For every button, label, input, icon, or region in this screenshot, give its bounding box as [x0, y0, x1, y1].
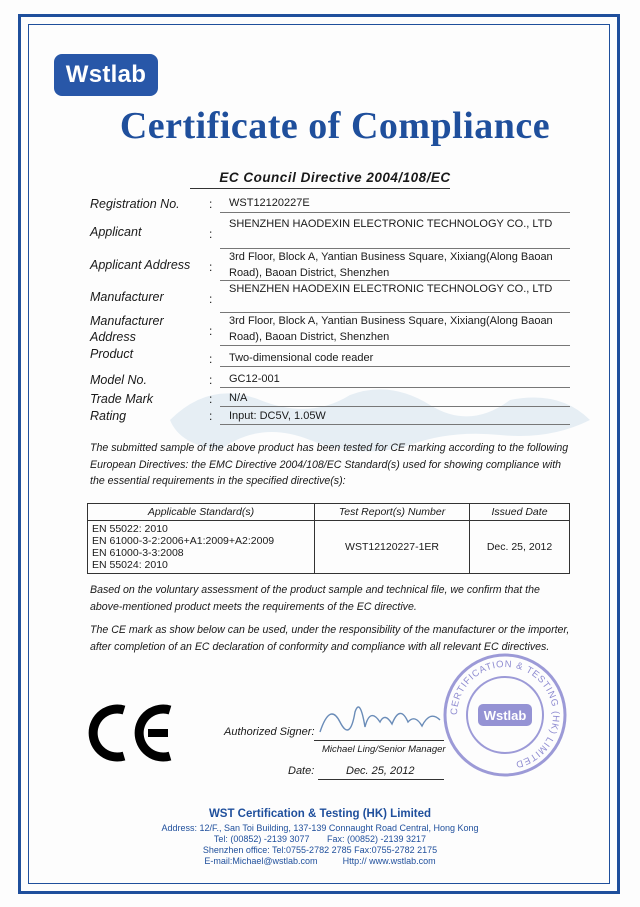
field-underline — [220, 424, 570, 425]
subtitle-underline — [190, 188, 450, 189]
table-header-row — [88, 504, 570, 521]
footer-email[interactable]: E-mail:Michael@wstlab.com — [204, 856, 318, 866]
product-label: Product — [90, 347, 134, 361]
date-line — [318, 779, 444, 780]
footer-tel: Tel: (00852) -2139 3077 — [213, 834, 310, 844]
field-underline — [220, 212, 570, 213]
ce-usage-statement: The CE mark as show below can be used, under the responsibility of the manufacturer or the importer, after completion of an EC declaration of conformity and compliance with all relevant EC directives. — [90, 624, 570, 653]
field-underline — [220, 366, 570, 367]
rating-value: Input: DC5V, 1.05W — [229, 410, 326, 422]
report-number-cell: WST12120227-1ER — [315, 521, 470, 574]
certificate-title: Certificate of Compliance — [119, 105, 551, 147]
applicant-address-value: 3rd Floor, Block A, Yantian Business Square, Xixiang(Along Baoan Road), Baoan District, Shenzhen — [229, 251, 553, 279]
company-seal-stamp — [440, 650, 570, 780]
footer-contact — [60, 856, 580, 867]
colon: : — [209, 392, 213, 406]
footer-address: Address: 12/F., San Toi Building, 137-139 Connaught Road Central, Hong Kong — [161, 823, 479, 833]
issued-date-cell: Dec. 25, 2012 — [470, 521, 570, 574]
colon: : — [209, 260, 213, 274]
manufacturer-address-value: 3rd Floor, Block A, Yantian Business Square, Xixiang(Along Baoan Road), Baoan District, Shenzhen — [229, 315, 553, 343]
footer-fax: Fax: (00852) -2139 3217 — [327, 834, 427, 844]
colon: : — [209, 197, 213, 211]
colon: : — [209, 352, 213, 366]
date-label: Date: — [288, 765, 315, 777]
footer-phone — [60, 834, 580, 845]
applicant-label: Applicant — [90, 225, 142, 239]
field-underline — [220, 406, 570, 407]
manufacturer-address-label: Manufacturer Address — [90, 314, 164, 344]
standard-item: EN 61000-3-2:2006+A1:2009+A2:2009 — [92, 535, 275, 547]
colon: : — [209, 227, 213, 241]
colon: : — [209, 324, 213, 338]
header-standards: Applicable Standard(s) — [88, 504, 315, 521]
model-label: Model No. — [90, 373, 147, 387]
footer-shenzhen: Shenzhen office: Tel:0755-2782 2785 Fax:0755-2782 2175 — [202, 845, 438, 855]
authorized-signer-label: Authorized Signer: — [224, 726, 315, 738]
standard-item: EN 55024: 2010 — [92, 559, 168, 571]
header-issued-date: Issued Date — [470, 504, 570, 521]
svg-text:Wstlab: Wstlab — [483, 708, 527, 723]
tested-statement: The submitted sample of the above product has been tested for CE marking according to the following European Directives: the EMC Directive 2004/108/EC Standard(s) used for showing compliance with the essential requirements in the specified directive(s): — [90, 442, 569, 487]
standard-item: EN 55022: 2010 — [92, 523, 168, 535]
applicant-value: SHENZHEN HAODEXIN ELECTRONIC TECHNOLOGY CO., LTD — [229, 218, 553, 230]
field-underline — [220, 387, 570, 388]
logo-text: Wstlab — [65, 61, 147, 88]
standards-cell — [88, 521, 315, 574]
footer-web[interactable]: Http:// www.wstlab.com — [342, 856, 436, 866]
svg-text:CERTIFICATION & TESTING (HK) L: CERTIFICATION & TESTING (HK) LIMITED — [448, 658, 562, 770]
colon: : — [209, 292, 213, 306]
trade-mark-label: Trade Mark — [90, 392, 153, 406]
manufacturer-value: SHENZHEN HAODEXIN ELECTRONIC TECHNOLOGY CO., LTD — [229, 283, 553, 295]
wstlab-logo — [54, 54, 158, 96]
footer-company: WST Certification & Testing (HK) Limited — [208, 808, 432, 820]
registration-label: Registration No. — [90, 197, 180, 211]
model-value: GC12-001 — [229, 373, 280, 385]
standards-table — [87, 503, 570, 574]
signature-line — [314, 740, 444, 741]
handwritten-signature — [310, 692, 450, 740]
ce-mark-icon — [86, 702, 176, 764]
colon: : — [209, 373, 213, 387]
field-underline — [220, 345, 570, 346]
date-value: Dec. 25, 2012 — [346, 765, 415, 777]
manufacturer-label: Manufacturer — [90, 290, 164, 304]
product-value: Two-dimensional code reader — [229, 352, 374, 364]
directive-subtitle: EC Council Directive 2004/108/EC — [219, 170, 451, 185]
applicant-address-label: Applicant Address — [90, 258, 191, 272]
colon: : — [209, 409, 213, 423]
trade-mark-value: N/A — [229, 392, 248, 404]
header-report-number: Test Report(s) Number — [315, 504, 470, 521]
rating-label: Rating — [90, 409, 127, 423]
registration-value: WST12120227E — [229, 197, 310, 209]
standard-item: EN 61000-3-3:2008 — [92, 547, 184, 559]
signer-name: Michael Ling/Senior Manager — [322, 744, 446, 755]
table-row — [88, 521, 570, 574]
confirmation-statement: Based on the voluntary assessment of the product sample and technical file, we confirm that the above-mentioned product meets the requirements of the EC directive. — [90, 584, 540, 613]
